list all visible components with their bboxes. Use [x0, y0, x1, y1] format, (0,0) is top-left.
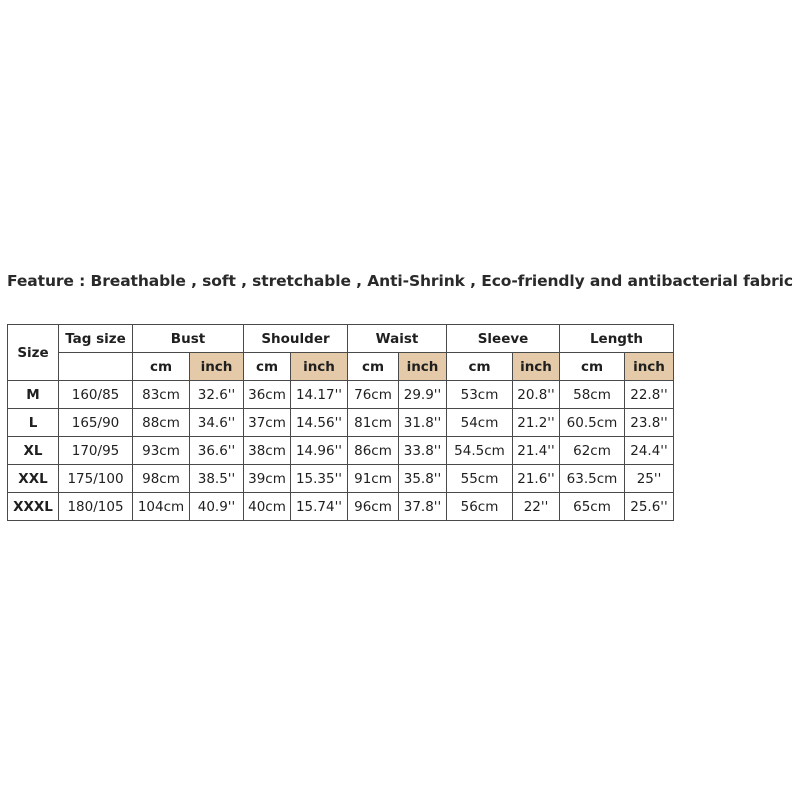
table-row	[8, 381, 674, 409]
bust-cm-cell: 104cm	[133, 493, 190, 521]
size-cell: M	[8, 381, 59, 409]
shoulder-inch-cell: 14.56''	[291, 409, 348, 437]
bust-inch-unit: inch	[190, 353, 244, 381]
tag-size-cell: 170/95	[59, 437, 133, 465]
sleeve-cm-cell: 53cm	[447, 381, 513, 409]
bust-cm-cell: 83cm	[133, 381, 190, 409]
sleeve-inch-unit: inch	[513, 353, 560, 381]
sleeve-cm-cell: 55cm	[447, 465, 513, 493]
length-cm-cell: 60.5cm	[560, 409, 625, 437]
sleeve-inch-cell: 20.8''	[513, 381, 560, 409]
size-cell: XL	[8, 437, 59, 465]
tag-size-unit-blank	[59, 353, 133, 381]
shoulder-cm-cell: 37cm	[244, 409, 291, 437]
bust-inch-cell: 40.9''	[190, 493, 244, 521]
size-header: Size	[8, 325, 59, 381]
length-inch-cell: 25.6''	[625, 493, 674, 521]
sleeve-cm-cell: 54.5cm	[447, 437, 513, 465]
waist-cm-cell: 81cm	[348, 409, 399, 437]
size-cell: XXXL	[8, 493, 59, 521]
sleeve-inch-cell: 21.2''	[513, 409, 560, 437]
length-cm-cell: 58cm	[560, 381, 625, 409]
waist-cm-cell: 76cm	[348, 381, 399, 409]
bust-cm-unit: cm	[133, 353, 190, 381]
waist-cm-cell: 91cm	[348, 465, 399, 493]
waist-inch-cell: 37.8''	[399, 493, 447, 521]
length-cm-cell: 62cm	[560, 437, 625, 465]
waist-cm-cell: 86cm	[348, 437, 399, 465]
bust-inch-cell: 32.6''	[190, 381, 244, 409]
shoulder-inch-cell: 15.35''	[291, 465, 348, 493]
bust-cm-cell: 88cm	[133, 409, 190, 437]
sleeve-cm-cell: 54cm	[447, 409, 513, 437]
length-inch-unit: inch	[625, 353, 674, 381]
table-row	[8, 493, 674, 521]
shoulder-cm-unit: cm	[244, 353, 291, 381]
length-inch-cell: 25''	[625, 465, 674, 493]
sleeve-inch-cell: 22''	[513, 493, 560, 521]
size-cell: L	[8, 409, 59, 437]
unit-row	[8, 353, 674, 381]
size-cell: XXL	[8, 465, 59, 493]
tag-size-cell: 180/105	[59, 493, 133, 521]
bust-header: Bust	[133, 325, 244, 353]
bust-inch-cell: 38.5''	[190, 465, 244, 493]
shoulder-inch-cell: 14.17''	[291, 381, 348, 409]
shoulder-inch-unit: inch	[291, 353, 348, 381]
tag-size-cell: 175/100	[59, 465, 133, 493]
length-cm-unit: cm	[560, 353, 625, 381]
length-header: Length	[560, 325, 674, 353]
size-chart-table	[7, 324, 674, 521]
table-row	[8, 409, 674, 437]
length-inch-cell: 24.4''	[625, 437, 674, 465]
header-row	[8, 325, 674, 353]
length-inch-cell: 22.8''	[625, 381, 674, 409]
bust-cm-cell: 93cm	[133, 437, 190, 465]
shoulder-inch-cell: 14.96''	[291, 437, 348, 465]
tag-size-cell: 165/90	[59, 409, 133, 437]
bust-inch-cell: 34.6''	[190, 409, 244, 437]
bust-inch-cell: 36.6''	[190, 437, 244, 465]
bust-cm-cell: 98cm	[133, 465, 190, 493]
sleeve-cm-unit: cm	[447, 353, 513, 381]
table-row	[8, 437, 674, 465]
shoulder-header: Shoulder	[244, 325, 348, 353]
length-cm-cell: 63.5cm	[560, 465, 625, 493]
waist-header: Waist	[348, 325, 447, 353]
feature-text: Feature : Breathable , soft , stretchable , Anti-Shrink , Eco-friendly and antibacterial fabric	[7, 272, 793, 290]
waist-inch-cell: 33.8''	[399, 437, 447, 465]
sleeve-cm-cell: 56cm	[447, 493, 513, 521]
shoulder-cm-cell: 36cm	[244, 381, 291, 409]
shoulder-cm-cell: 39cm	[244, 465, 291, 493]
waist-inch-unit: inch	[399, 353, 447, 381]
waist-cm-cell: 96cm	[348, 493, 399, 521]
waist-inch-cell: 35.8''	[399, 465, 447, 493]
sleeve-header: Sleeve	[447, 325, 560, 353]
table-row	[8, 465, 674, 493]
sleeve-inch-cell: 21.4''	[513, 437, 560, 465]
shoulder-cm-cell: 40cm	[244, 493, 291, 521]
length-inch-cell: 23.8''	[625, 409, 674, 437]
sleeve-inch-cell: 21.6''	[513, 465, 560, 493]
shoulder-cm-cell: 38cm	[244, 437, 291, 465]
length-cm-cell: 65cm	[560, 493, 625, 521]
waist-cm-unit: cm	[348, 353, 399, 381]
tag-size-cell: 160/85	[59, 381, 133, 409]
waist-inch-cell: 31.8''	[399, 409, 447, 437]
tag-size-header: Tag size	[59, 325, 133, 353]
waist-inch-cell: 29.9''	[399, 381, 447, 409]
shoulder-inch-cell: 15.74''	[291, 493, 348, 521]
